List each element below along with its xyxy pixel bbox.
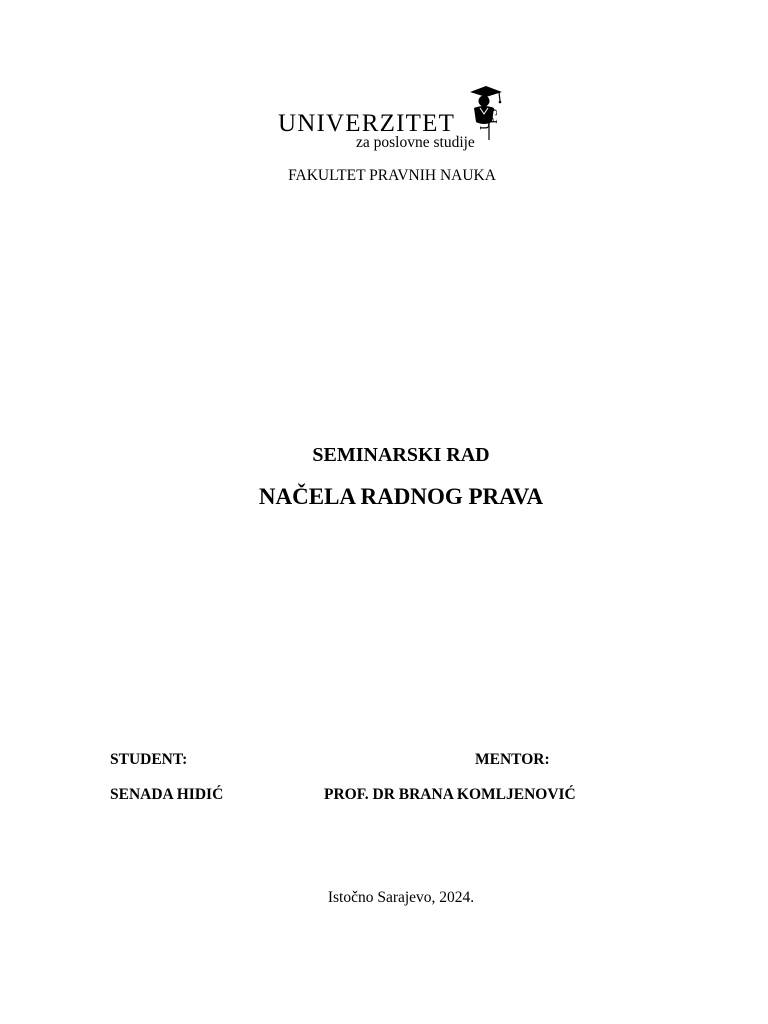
student-name: SENADA HIDIĆ: [110, 786, 224, 803]
logo-university-name: UNIVERZITET: [278, 110, 456, 137]
svg-text:U: U: [478, 119, 493, 130]
svg-text:PS: PS: [486, 108, 501, 124]
graduate-emblem-icon: [466, 84, 512, 142]
student-label: STUDENT:: [110, 751, 188, 768]
mentor-name: PROF. DR BRANA KOMLJENOVIĆ: [324, 786, 576, 803]
logo-subtitle: za poslovne studije: [356, 134, 475, 151]
place-and-date: Istočno Sarajevo, 2024.: [327, 889, 475, 906]
mentor-label: MENTOR:: [475, 751, 550, 768]
university-logo: [276, 84, 516, 154]
document-type: SEMINARSKI RAD: [312, 444, 490, 466]
document-title: NAČELA RADNOG PRAVA: [258, 484, 544, 509]
faculty-name: FAKULTET PRAVNIH NAUKA: [288, 167, 496, 184]
